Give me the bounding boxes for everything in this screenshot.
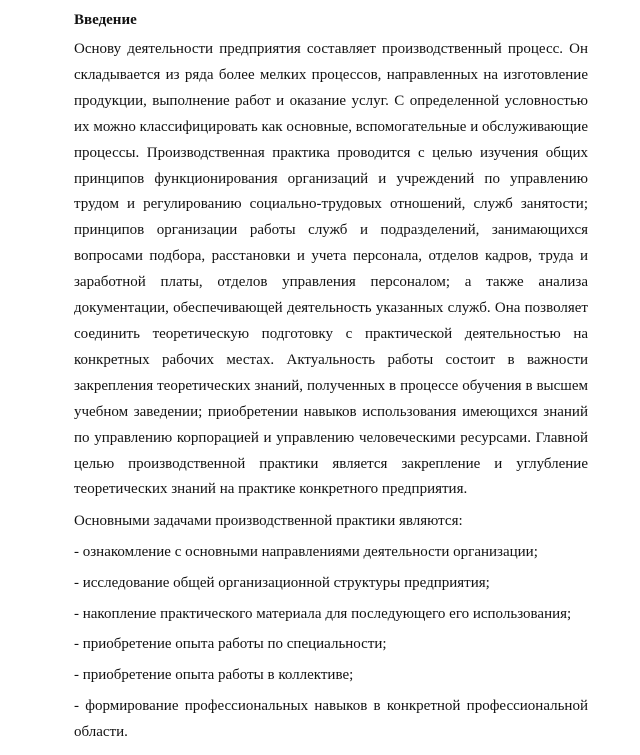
tasks-list bbox=[74, 540, 588, 745]
task-item: - накопление практического материала для последующего его использования; bbox=[74, 605, 572, 622]
intro-paragraph: Основу деятельности предприятия составляет производственный процесс. Он складывается из ряда более мелких процессов, направленных на изготовление продукции, выполнение работ и оказание услуг. С определенной условностью их можно классифицировать как основные, вспомогательные и обслуживающие процессы. Производственная практика проводится с целью изучения общих принципов функционирования организаций и учреждений по управлению трудом и регулированию социально-трудовых отношений, служб занятости; принципов организации работы служб и подразделений, занимающихся вопросами подбора, расстановки и учета персонала, отделов кадров, труда и заработной платы, отделов управления персоналом; а также анализа документации, обеспечивающей деятельность указанных служб. Она позволяет соединить теоретическую подготовку с практической деятельностью на конкретных рабочих местах. Актуальность работы состоит в важности закрепления теоретических знаний, полученных в процессе обучения в высшем учебном заведении; приобретении навыков использования имеющихся знаний по управлению корпорацией и управлению человеческими ресурсами. Главной целью производственной практики является закрепление и углубление теоретических знаний на практике конкретного предприятия. bbox=[74, 41, 588, 498]
task-item: - приобретение опыта работы в коллективе; bbox=[74, 667, 354, 684]
section-heading: Введение bbox=[74, 12, 137, 28]
tasks-lead: Основными задачами производственной практики являются: bbox=[74, 513, 463, 530]
task-item: - формирование профессиональных навыков в конкретной профессиональной области. bbox=[74, 697, 588, 740]
task-item: - исследование общей организационной структуры предприятия; bbox=[74, 574, 490, 591]
task-item: - ознакомление с основными направлениями деятельности организации; bbox=[74, 544, 538, 561]
document-page bbox=[74, 10, 588, 750]
task-item: - приобретение опыта работы по специальности; bbox=[74, 636, 387, 653]
